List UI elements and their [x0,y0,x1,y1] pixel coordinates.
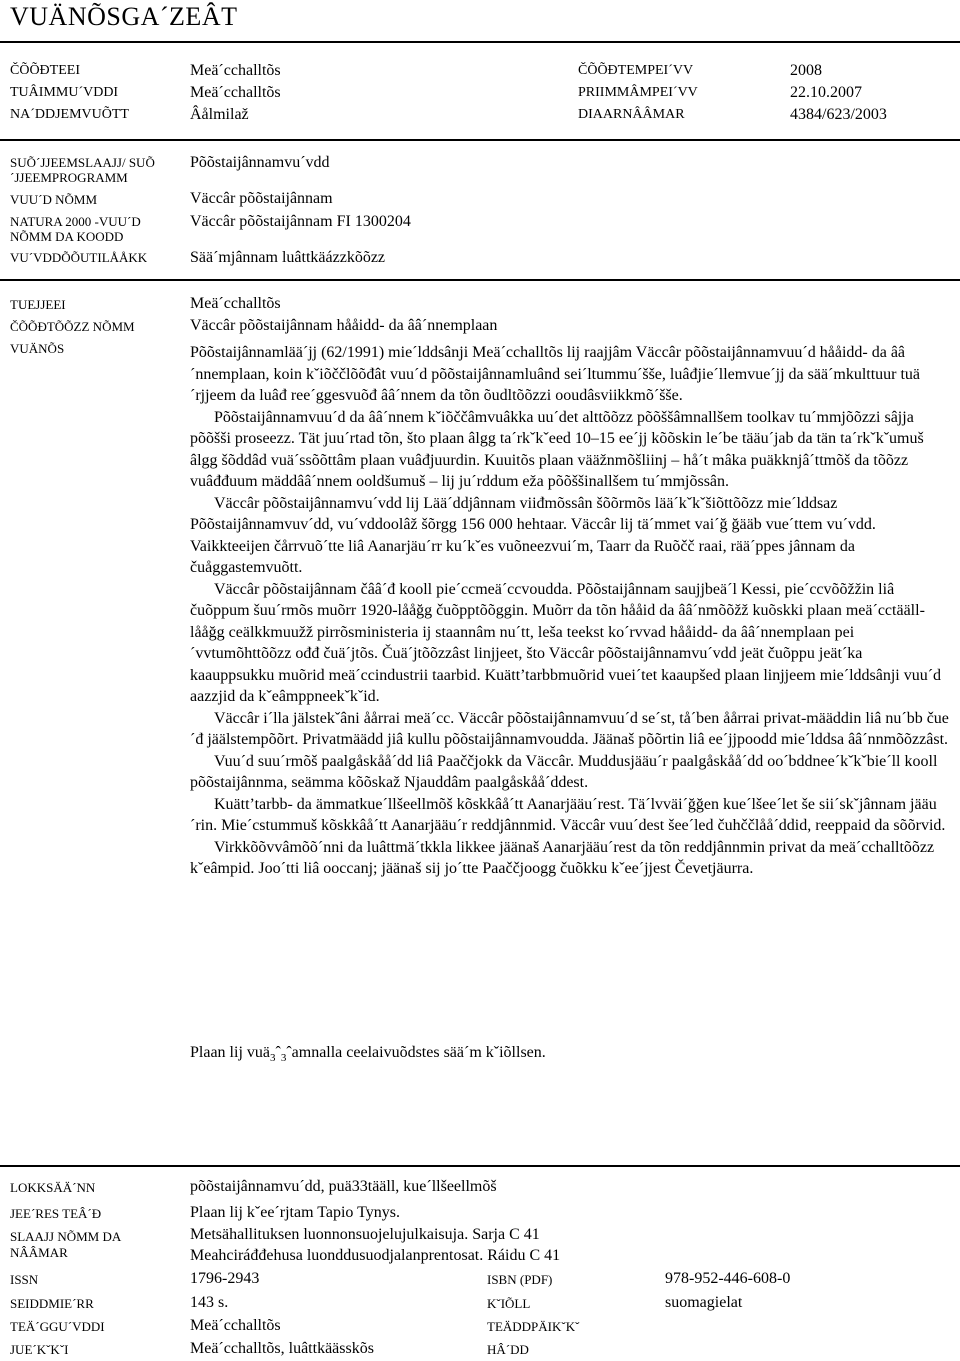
abstract-paragraph: Põõstaijânnamlää´jj (62/1991) mie´lddsânji Meä´cchalltõs lij raajjâm Väccâr põõstaijânnamvuu´d hååidd- da ââ´nnemplaan, koin kˇiõččlõõđât vuu´d põõstaijânnamluând sei´ltummu´šše, luâđjie´llemvue´jj da sää´mkulttuur tuä´rjjeem da luâđ ree´ggesvuõđ ââ´nnem da tõn õudltõõzzi ooudâsviikkmõ´šše. [190,344,921,404]
label-issn: ISSN [10,1272,39,1287]
label-vuvd: VU´VDDÕÕUTILÅÅKK [10,250,148,265]
label-teltime: ČÕÕĐTEMPEI´VV [578,63,694,78]
abstract-paragraph: Vuu´d suu´rmõš paalgåskåå´dd liâ Paaččjokk da Väccâr. Muddusjääu´r paalgåskåå´dd oo´bddnee´kˇkˇbie´ll kooll põõstaijânnma, seämma kõõskaž Njauddâm paalgåskåå´ddest. [190,752,938,791]
label-tea: TEÄ´GGU´VDDI [10,1319,105,1334]
label-lokk: LOKKSÄÄ´NN [10,1180,96,1195]
value-naddjem: Âålmilaž [190,106,249,123]
value-tellee: Meä´cchalltõs [190,62,281,79]
label-isbn: ISBN (PDF) [487,1272,553,1287]
value-tuejjee: Meä´cchalltõs [190,295,281,312]
label-slaajj: SLAAJJ NÕMM DA NÂÂMAR [10,1229,121,1260]
label-vuud: VUU´D NÕMM [10,192,98,207]
abstract-paragraph: Väccâr i´lla jälstekˇâni åårrai meä´cc. Väccâr põõstaijânnamvuu´d se´st, tå´ben åårrai privat-määddin liâ nu´bb čue´đ jäälstempõõrt. Privatmäädd jiâ kullu põõstaijânnamvoudda. Jäänaš põõrtin liâ ee´jjpoodd mie´lddsa ââ´nnmõõzzâst. [190,709,949,748]
label-tuaimm: TUÂIMMU´VDDI [10,85,119,100]
value-priimm: 22.10.2007 [790,84,862,101]
value-kiol: suomagielat [665,1294,743,1311]
divider [0,41,960,43]
value-slaajj-2: Meahciráđđehusa luonddusuodjalanprentosat. Ráidu C 41 [190,1247,561,1264]
abstract-paragraph: Väccâr põõstaijânnam čââ´đ kooll pie´ccmeä´ccvoudda. Põõstaijânnam saujjbeä´l Kessi, pie´ccvõõžžin liâ čuõppum šuu´rmõs muõrr 1920-lååğg čuõpptõõggin. Muõrr da tõn hååid da ââ´nmõõžž kuõskki plaan meä´cctääll- lååğg ceälkkmuužž pirrõsministeria ij staannâm nu´tt, leša teekst ko´rvvad hååidd- da ââ´nnemplaan pei´vvtumõhttõõzz ođđ čuä´jtõs. Čuä´jtõõzzâst linjjeet, što Väccâr põõstaijânnamvu´vdd jeät čuõppu jeät´ka kaauppsukku muõrid meä´ccindustrii taarbid. Kuätt’tarbbmuõrid vuei´tet kaaupšed plaan linjjeem mie´lddsânji vuu´d aazzjid da kˇeâmppneekˇkˇid. [190,580,942,705]
summary-sub: 3 [280,1052,287,1065]
label-naddjem: NA´DDJEMVUÕTT [10,107,129,122]
label-haa: HÂ´DD [487,1342,529,1357]
value-tea: Meä´cchalltõs [190,1317,281,1334]
label-priimm: PRIIMMÂMPEI´VV [578,85,698,100]
divider [0,139,960,141]
summary-line [190,1043,546,1068]
page-title: VUÄNÕSGA´ZEÂT [10,2,238,31]
value-vuud: Väccâr põõstaijânnam [190,190,333,207]
value-program: Põõstaijânnamvu´vdd [190,154,330,171]
label-diaarn: DIAARNÂÂMAR [578,107,685,122]
label-kiol: KˇIÕLL [487,1296,531,1311]
label-tuejjee: TUEJJEEI [10,297,66,312]
value-teltime: 2008 [790,62,822,79]
value-cootto: Väccâr põõstaijânnam hååidd- da ââ´nnemplaan [190,317,498,334]
value-diaarn: 4384/623/2003 [790,106,887,123]
summary-text: ˆamnalla ceelaivuõdstes sää´m kˇiõllsen. [286,1044,546,1061]
value-tuaimm: Meä´cchalltõs [190,84,281,101]
label-tellee: ČÕÕĐTEEI [10,63,80,78]
label-jee: JEE´RES TEÂ´Đ [10,1206,102,1221]
abstract-paragraph: Põõstaijânnamvuu´d da ââ´nnem kˇiõččâmvuâkka uu´det alttõõzz põõššâmnallšem toolkav tu´mmjõõzzi sâjja põõšši proseezz. Tät juu´rtad tõn, što plaan âlgg ta´rkˇkˇeed 10–15 ee´jj kõõskin le´be tääu´jab da tän ta´rkˇkˇumuš âlgg šõddâd vuä´ssõõttâm plaan vuâđjuurdin. Kuuitõs plaan vääžnmõšliinj – hå´t mâka puäkknjâ´ttmõš da tõõzz vuâđđuum mäddââ´nnem ooldšumuš – lij ju´rddum eža põõššinallšem tu´mmjõssân. [190,408,924,490]
value-natura: Väccâr põõstaijânnam FI 1300204 [190,213,411,230]
value-seiddm: 143 s. [190,1294,229,1311]
value-issn: 1796-2943 [190,1270,260,1287]
label-seiddm: SEIDDMIE´RR [10,1296,94,1311]
label-program: SUÕ´JJEEMSLAAJJ/ SUÕ´JJEEMPROGRAMM [10,155,155,185]
label-teadd: TEÄDDPÄIKˇKˇ [487,1319,580,1334]
summary-text: Plaan lij vuä [190,1044,270,1061]
divider [0,1165,960,1167]
label-vuanos: VUÄNÕS [10,341,65,356]
abstract-paragraph: Virkkõõvvâmõõ´nni da luâttmä´tkkla likkee jäänaš Aanarjääu´rest da tõn reddjânnmin privat da meä´cchalltõõzz kˇeâmpid. Joo´tti liâ ooccanj; jäänaš sij jo´tte Paaččjoogg čuõkku kˇee´jjest Čevetjäurra. [190,838,935,877]
value-jee: Plaan lij kˇee´rjtam Tapio Tynys. [190,1204,401,1221]
divider [0,279,960,281]
abstract-paragraph: Väccâr põõstaijânnamvu´vdd lij Lää´ddjânnam viiđmõssân šõõrmõs lää´kˇkˇšiõttõõzz mie´lddsaz Põõstaijânnamvuv´dd, vu´vddoolâž šõrgg 156 000 hehtaar. Väccâr lij tä´mmet vai´ğ ğääb vue´ttem vu´vdd. Vaikkteeijen čårrvuõ´tte liâ Aanarjäu´rr ku´kˇes vuõneezvui´m, Taarr da Ruõčč raai, rää´ppes jânnam da čuåggastemvuõtt. [190,494,876,576]
label-juek: JUE´KˇKˇI [10,1342,69,1357]
abstract-text [190,342,950,880]
value-juek: Meä´cchalltõs, luâttkäässkõs [190,1340,374,1357]
value-slaajj-1: Metsähallituksen luonnonsuojelujulkaisuja. Sarja C 41 [190,1226,540,1243]
label-natura: NATURA 2000 -VUU´D NÕMM DA KOODD [10,214,141,244]
value-lokk: põõstaijânnamvu´dd, puä33tääll, kue´llšeellmõš [190,1178,497,1195]
summary-text: ˆ [275,1044,281,1061]
label-cootto: ČÕÕĐTÕÕZZ NÕMM [10,319,135,334]
value-isbn: 978-952-446-608-0 [665,1270,791,1287]
abstract-paragraph: Kuätt’tarbb- da ämmatkue´llšeellmõš kõskkâå´tt Aanarjääu´rest. Tä´lvväi´ğğen kue´lšee´let še sii´skˇjânnam jääu´rin. Mie´cstummuš kõskkâå´tt Aanarjääu´r reddjânnmid. Väccâr vuu´dest šee´led čuhččlåå´ddid, reeppaid da sõõrvid. [190,795,946,834]
summary-sub: 3 [269,1052,276,1065]
value-vuvd: Sää´mjânnam luâttkäázzkõõzz [190,249,386,266]
